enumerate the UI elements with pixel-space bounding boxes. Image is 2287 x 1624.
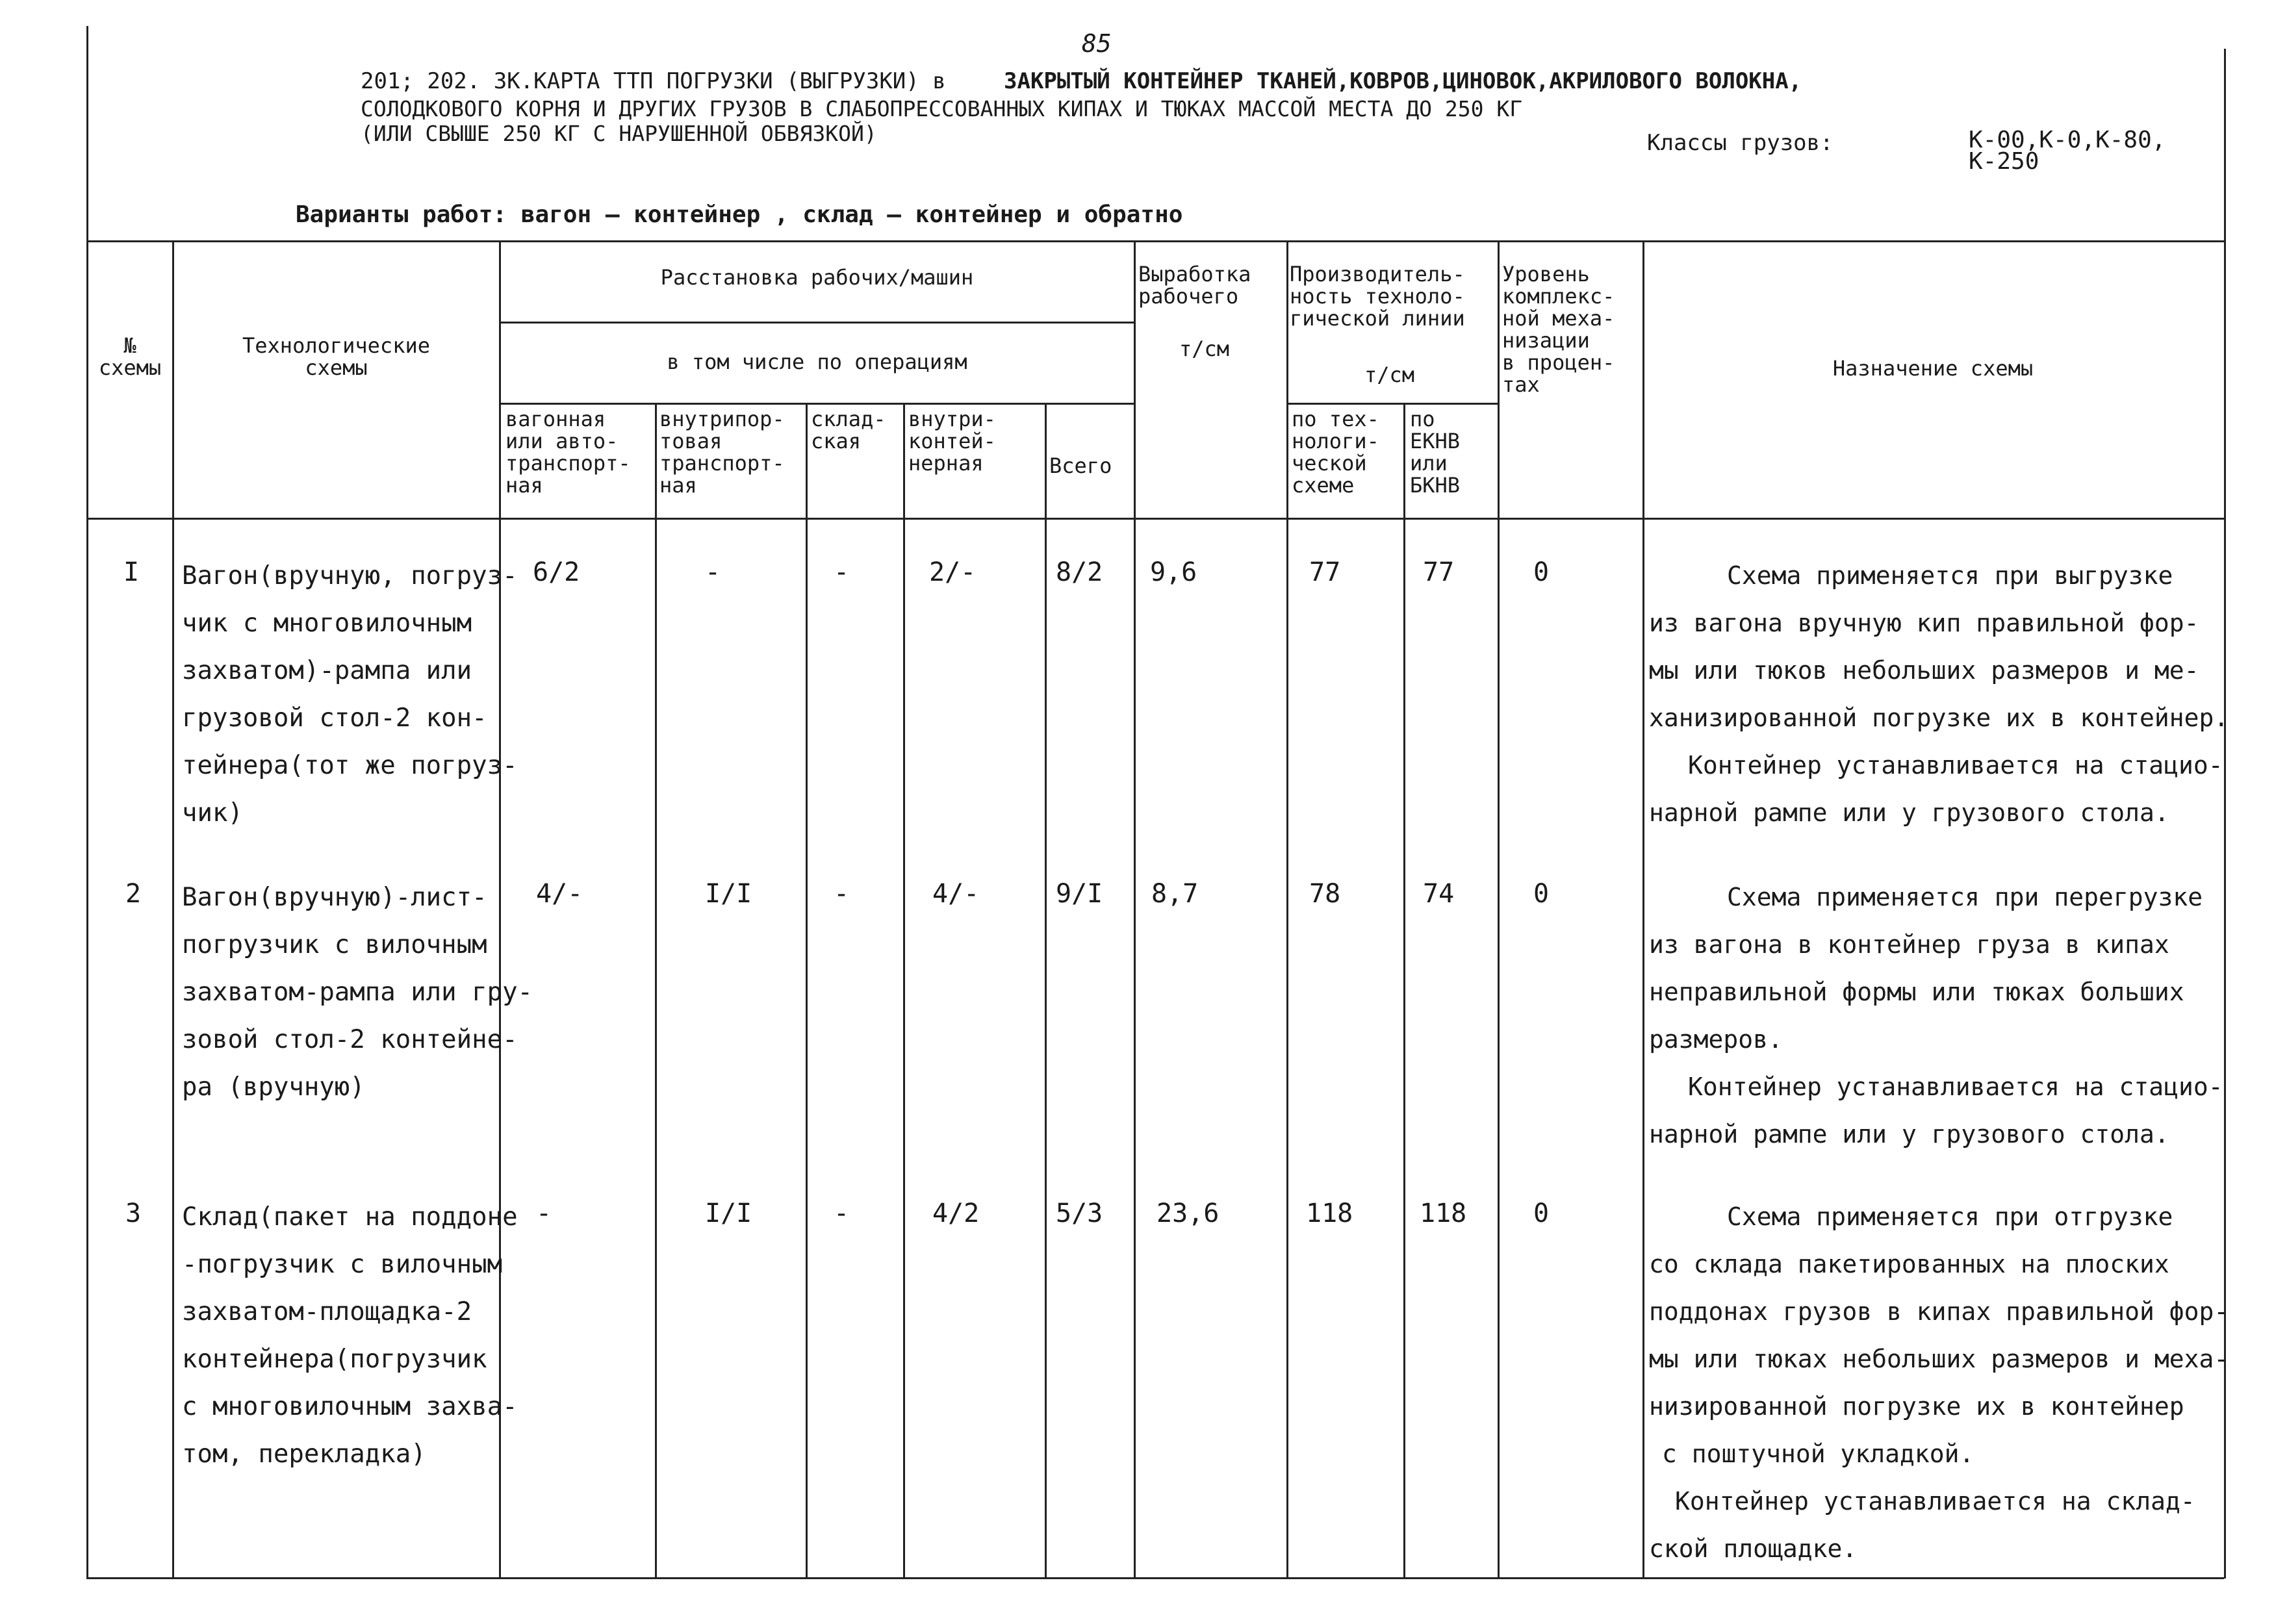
table-bottom-line (86, 1577, 2224, 1579)
row1-total: 8/2 (1056, 557, 1103, 587)
row1-prod-ekrv: 77 (1423, 557, 1455, 587)
row3-internal: I/I (705, 1199, 752, 1228)
header-scheme-no: № схемы (98, 333, 162, 380)
col-line-container (903, 403, 905, 1579)
title-line-2: СОЛОДКОВОГО КОРНЯ И ДРУГИХ ГРУЗОВ В СЛАБОПРЕССОВАННЫХ КИПАХ И ТЮКАХ МАССОЙ МЕСТА ДО 250 КГ (361, 96, 1523, 121)
row2-mechanization: 0 (1533, 879, 1550, 909)
row2-internal: I/I (705, 879, 752, 909)
row1-prod-tech: 77 (1309, 557, 1341, 587)
cargo-classes-value-2: К-250 (1969, 148, 2039, 175)
row3-output: 23,6 (1156, 1199, 1220, 1228)
header-placement: Расстановка рабочих/машин (660, 265, 974, 290)
header-op-container: внутри- контей- нерная (908, 407, 996, 476)
header-divider-1 (499, 322, 1134, 324)
col-line-internal (655, 403, 657, 1579)
header-total: Всего (1049, 453, 1112, 478)
header-output-unit: т/см (1179, 336, 1230, 361)
row3-wagon: - (536, 1199, 552, 1228)
title-line-1b: ЗАКРЫТЫЙ КОНТЕЙНЕР ТКАНЕЙ,КОВРОВ,ЦИНОВОК,АКРИЛОВОГО ВОЛОКНА, (1004, 68, 1802, 94)
col-line-total (1045, 403, 1047, 1579)
header-productivity: Производитель- ность техноло- гической линии (1290, 262, 1465, 331)
row1-wagon: 6/2 (533, 557, 580, 587)
row1-warehouse: - (834, 557, 850, 587)
page-number: 85 (1082, 29, 1112, 58)
header-op-wagon: вагонная или авто- транспорт- ная (505, 407, 631, 498)
col-line-mech (1498, 240, 1500, 1579)
header-purpose: Назначение схемы (1832, 356, 2034, 381)
cargo-classes-label: Классы грузов: (1647, 130, 1833, 156)
row1-mechanization: 0 (1533, 557, 1550, 587)
header-output: Выработка рабочего (1138, 262, 1251, 309)
row3-purpose: Схема применяется при отгрузке со склада пакетированных на плоских поддонах грузов в кипах правильной фор- мы или тюках небольших размеров и меха- низированной погрузке их в контейнер с поштучной укладкой. Контейнер устанавливается на склад- ской площадке. (1649, 1202, 2229, 1563)
col-line-warehouse (806, 403, 808, 1579)
col-line-tech (172, 240, 174, 1579)
row1-tech-scheme: Вагон(вручную, погруз- чик с многовилочным захватом)-рампа или грузовой стол-2 кон- тейнера(тот же погруз- чик) (182, 561, 518, 828)
header-op-warehouse: склад- ская (811, 407, 886, 453)
row1-purpose: Схема применяется при выгрузке из вагона вручную кип правильной фор- мы или тюков небольших размеров и ме- ханизированной погрузке их в контейнер. Контейнер устанавливается на стацио- нарной рампе или у грузового стола. (1649, 561, 2229, 827)
col-line-purpose (1642, 240, 1644, 1579)
row3-prod-ekrv: 118 (1420, 1199, 1467, 1228)
header-mechanization: Уровень комплекс- ной меха- низации в процен- тах (1502, 262, 1615, 397)
header-divider-2 (499, 403, 1134, 405)
row3-warehouse: - (834, 1199, 850, 1228)
row3-tech-scheme: Склад(пакет на поддоне -погрузчик с вилочным захватом-площадка-2 контейнера(погрузчик с многовилочным захва- том, перекладка) (182, 1202, 518, 1469)
header-op-internal: внутрипор- товая транспорт- ная (659, 407, 785, 498)
col-line-prod-ekrv (1403, 403, 1405, 1579)
row2-tech-scheme: Вагон(вручную)-лист- погрузчик с вилочным захватом-рампа или гру- зовой стол-2 контейне- ра (вручную) (182, 883, 533, 1102)
row2-wagon: 4/- (536, 879, 583, 909)
work-variants: Варианты работ: вагон – контейнер , склад – контейнер и обратно (296, 201, 1183, 228)
header-bottom-line (86, 518, 2224, 520)
row2-prod-ekrv: 74 (1423, 879, 1455, 909)
header-prod-ekrv: по ЕКНВ или БКНВ (1410, 407, 1461, 498)
row3-no: 3 (125, 1199, 142, 1228)
row2-no: 2 (125, 879, 142, 909)
header-productivity-unit: т/см (1364, 362, 1415, 387)
left-margin-line (86, 26, 88, 1579)
header-tech-schemes: Технологические схемы (242, 333, 430, 380)
header-divider-3 (1286, 403, 1498, 405)
row2-purpose: Схема применяется при перегрузке из вагона в контейнер груза в кипах неправильной формы или тюках больших размеров. Контейнер устанавливается на стацио- нарной рампе или у грузового стола. (1649, 883, 2223, 1148)
title-line-3: (ИЛИ СВЫШЕ 250 КГ С НАРУШЕННОЙ ОБВЯЗКОЙ) (361, 121, 877, 146)
row2-warehouse: - (834, 879, 850, 909)
row2-container: 4/- (932, 879, 980, 909)
cargo-classes-value-1: К-00,К-0,К-80, (1969, 127, 2166, 153)
row1-internal: - (705, 557, 721, 587)
row2-total: 9/I (1056, 879, 1103, 909)
header-by-operations: в том числе по операциям (667, 349, 967, 374)
col-line-productivity (1286, 240, 1288, 1579)
row2-output: 8,7 (1151, 879, 1199, 909)
title-line-1a: 201; 202. 3К.КАРТА ТТП ПОГРУЗКИ (ВЫГРУЗКИ) в (361, 68, 946, 94)
row3-mechanization: 0 (1533, 1199, 1550, 1228)
row3-total: 5/3 (1056, 1199, 1103, 1228)
col-line-output (1134, 240, 1136, 1579)
table-top-line (86, 240, 2224, 242)
row2-prod-tech: 78 (1309, 879, 1341, 909)
row1-container: 2/- (929, 557, 977, 587)
header-prod-tech-scheme: по тех- нологи- ческой схеме (1292, 407, 1379, 498)
row1-no: I (123, 557, 140, 587)
row3-prod-tech: 118 (1306, 1199, 1353, 1228)
row1-output: 9,6 (1150, 557, 1197, 587)
row3-container: 4/2 (932, 1199, 980, 1228)
